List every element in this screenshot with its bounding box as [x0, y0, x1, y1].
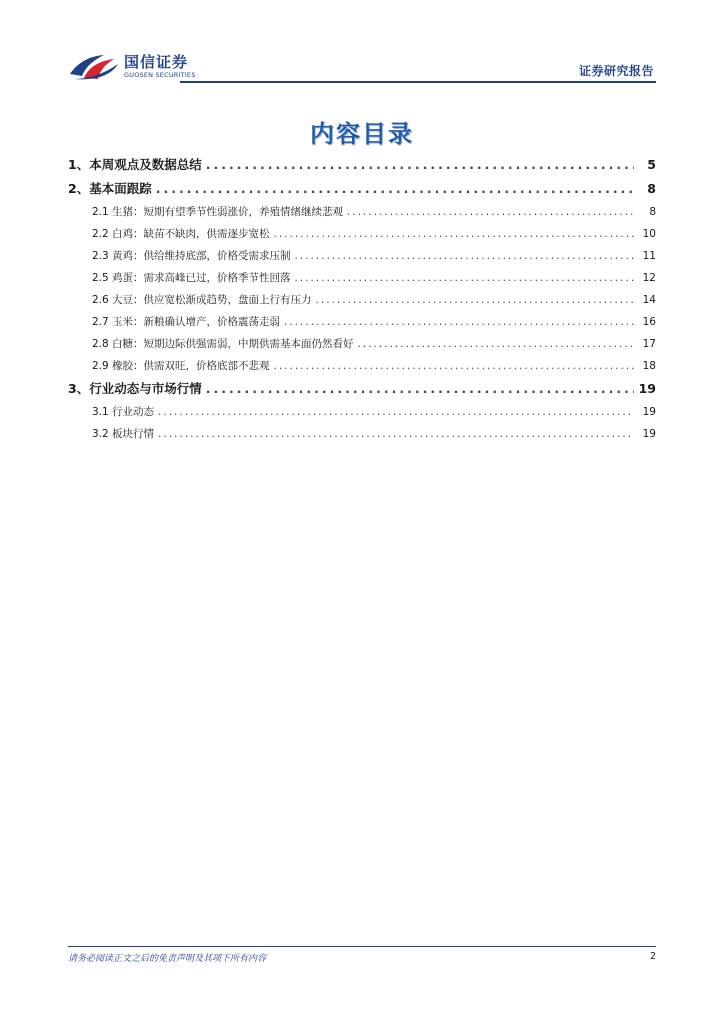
- toc-entry-page: 14: [642, 294, 656, 306]
- toc-leader-dots: [158, 423, 634, 445]
- toc-subentry[interactable]: [68, 311, 656, 333]
- toc-subentry[interactable]: [68, 423, 656, 445]
- footer-disclaimer: 请务必阅读正文之后的免责声明及其项下所有内容: [68, 954, 267, 964]
- toc-entry-page: 10: [642, 228, 656, 240]
- toc-entry[interactable]: [68, 177, 656, 201]
- toc-entry-title: 1、本周观点及数据总结: [68, 157, 202, 172]
- toc-leader-dots: [156, 177, 634, 201]
- page-number: 2: [649, 951, 656, 962]
- toc-leader-dots: [274, 355, 634, 377]
- toc-leader-dots: [158, 401, 634, 423]
- table-of-contents: [68, 153, 656, 445]
- toc-entry-title: 3.2 板块行情: [92, 428, 155, 440]
- toc-entry-page: 19: [642, 406, 656, 418]
- toc-entry-page: 19: [642, 428, 656, 440]
- logo-english-name: GUOSEN SECURITIES: [124, 71, 196, 79]
- toc-entry-title: 2.2 白鸡：缺苗不缺肉，供需逐步宽松: [92, 228, 270, 240]
- toc-subentry[interactable]: [68, 201, 656, 223]
- toc-title: 内容目录: [310, 120, 414, 148]
- toc-entry-page: 19: [638, 381, 656, 396]
- page-header: [68, 50, 656, 84]
- toc-subentry[interactable]: [68, 289, 656, 311]
- toc-entry[interactable]: [68, 377, 656, 401]
- toc-entry-title: 2.5 鸡蛋：需求高峰已过，价格季节性回落: [92, 272, 291, 284]
- toc-leader-dots: [284, 311, 634, 333]
- logo-chinese-name: 国信证券: [124, 53, 189, 71]
- toc-entry-page: 5: [647, 157, 656, 172]
- toc-entry-title: 2、基本面跟踪: [68, 181, 152, 196]
- toc-entry[interactable]: [68, 153, 656, 177]
- toc-entry-page: 8: [649, 206, 656, 218]
- toc-leader-dots: [316, 289, 634, 311]
- toc-entry-page: 18: [642, 360, 656, 372]
- toc-subentry[interactable]: [68, 223, 656, 245]
- header-divider: [180, 81, 656, 83]
- guosen-logo-icon: [68, 52, 120, 82]
- toc-leader-dots: [295, 267, 634, 289]
- toc-leader-dots: [274, 223, 634, 245]
- toc-subentry[interactable]: [68, 355, 656, 377]
- toc-leader-dots: [206, 377, 634, 401]
- toc-entry-title: 2.7 玉米：新粮确认增产，价格震荡走弱: [92, 316, 281, 328]
- toc-entry-page: 11: [642, 250, 656, 262]
- toc-leader-dots: [358, 333, 634, 355]
- toc-entry-page: 12: [642, 272, 656, 284]
- toc-entry-title: 2.1 生猪：短期有望季节性弱涨价，养殖情绪继续悲观: [92, 206, 344, 218]
- toc-entry-title: 3.1 行业动态: [92, 406, 155, 418]
- toc-entry-title: 2.3 黄鸡：供给维持底部，价格受需求压制: [92, 250, 291, 262]
- toc-entry-title: 2.6 大豆：供应宽松渐成趋势，盘面上行有压力: [92, 294, 312, 306]
- footer-divider: [68, 946, 656, 947]
- toc-leader-dots: [295, 245, 634, 267]
- toc-entry-page: 17: [642, 338, 656, 350]
- toc-subentry[interactable]: [68, 401, 656, 423]
- toc-subentry[interactable]: [68, 245, 656, 267]
- toc-leader-dots: [347, 201, 634, 223]
- toc-entry-title: 2.8 白糖：短期边际供强需弱，中期供需基本面仍然看好: [92, 338, 354, 350]
- toc-entry-title: 3、行业动态与市场行情: [68, 381, 202, 396]
- guosen-logo: [68, 50, 196, 84]
- toc-entry-title: 2.9 橡胶：供需双旺，价格底部不悲观: [92, 360, 270, 372]
- document-type-label: 证券研究报告: [578, 64, 654, 78]
- toc-subentry[interactable]: [68, 267, 656, 289]
- toc-subentry[interactable]: [68, 333, 656, 355]
- toc-leader-dots: [206, 153, 634, 177]
- toc-entry-page: 16: [642, 316, 656, 328]
- page-footer: [68, 946, 656, 964]
- toc-entry-page: 8: [647, 181, 656, 196]
